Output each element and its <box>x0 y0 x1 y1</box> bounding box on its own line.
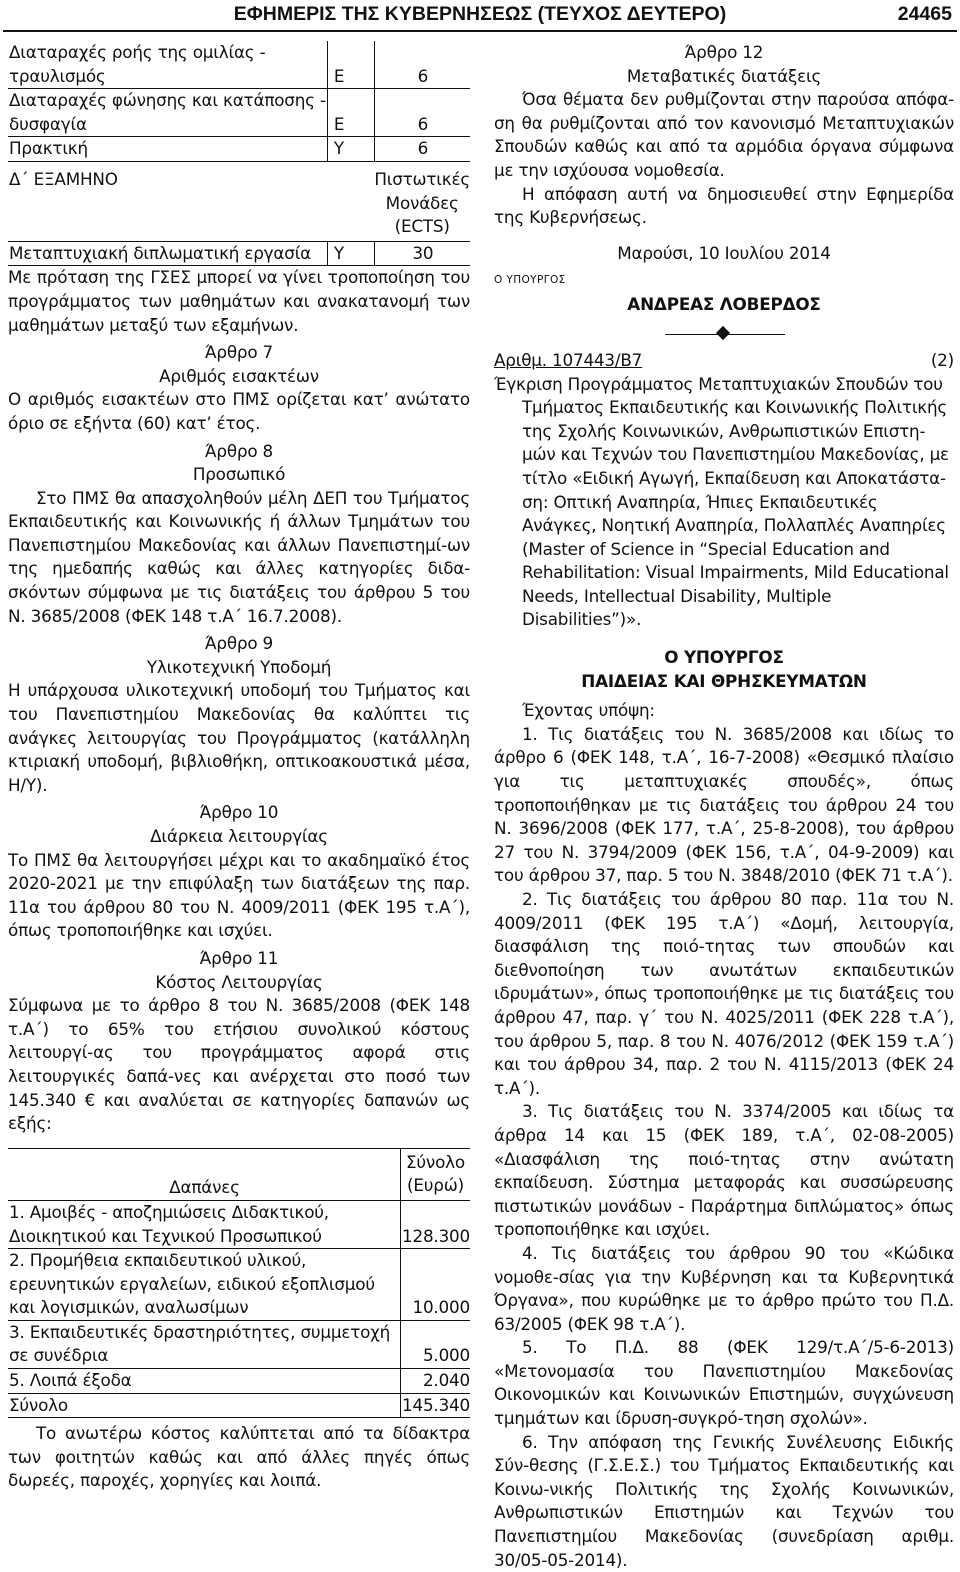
table-row <box>8 1320 470 1368</box>
expense-label: 5. Λοιπά έξοδα <box>8 1369 401 1394</box>
table-row <box>8 41 470 89</box>
course-ects: 6 <box>374 89 470 137</box>
table-row <box>8 241 470 266</box>
legal-basis-item: 4. Τις διατάξεις του άρθρου 90 του «Κώδικα νομοθε-σίας για την Κυβέρνηση και τα Κυβερνητικά Όργανα», που κυρώθηκε με το άρθρο πρώτο του Π.Δ. 63/2005 (ΦΕΚ 98 τ.Α΄). <box>494 1242 954 1334</box>
expense-amount: 5.000 <box>401 1320 471 1368</box>
article-10-subtitle: Διάρκεια λειτουργίας <box>150 826 328 846</box>
signatory-title: Ο ΥΠΟΥΡΓΟΣ <box>494 274 566 287</box>
legal-basis-item: 1. Τις διατάξεις του Ν. 3685/2008 και ιδίως το άρθρο 6 (ΦΕΚ 148, τ.Α΄, 16‑7‑2008) «Θεσμικό πλαίσιο για τις μεταπτυχιακές σπουδές», όπως τροποποιήθηκαν με τις διατάξεις του άρθρου 24 του Ν. 3696/2008 (ΦΕΚ 177, τ.Α΄, 25‑8‑2008), του άρθρου 27 του Ν. 3794/2009 (ΦΕΚ 156, τ.Α΄, 04‑9‑2009) και του άρθρου 37, παρ. 5 του Ν. 3848/2010 (ΦΕΚ 71 τ.Α΄). <box>494 723 954 886</box>
program-note: Με πρόταση της ΓΣΕΣ μπορεί να γίνει τροποποίηση του προγράμματος των μαθημάτων και ανακατανομή των μαθημάτων μεταξύ των εξαμήνων. <box>8 267 470 335</box>
having-in-view: Έχοντας υπόψη: <box>522 700 655 721</box>
legal-basis-item: 2. Τις διατάξεις του άρθρου 80 παρ. 11α του Ν. 4009/2011 (ΦΕΚ 195 τ.Α΄) «Δομή, λειτουργία, διασφάλιση της ποιό-τητας των σπουδών και διεθνοποίηση των ανωτάτων εκπαιδευτικών ιδρυμάτων», όπως τροποποιήθηκε με τις διατάξεις του άρθρου 47, παρ. γ΄ του Ν. 4025/2011 (ΦΕΚ 228 τ.Α΄), του άρθρου 5, παρ. 8 του Ν. 4076/2012 (ΦΕΚ 159 τ.Α΄) και του άρθρου 34, παρ. 2 του Ν. 4115/2013 (ΦΕΚ 24 τ.Α΄). <box>494 889 954 1098</box>
expense-label: 1. Αμοιβές ‑ αποζημιώσεις Διδακτικού, Διοικητικού και Τεχνικού Προσωπικού <box>8 1200 401 1248</box>
semester-label: Δ΄ ΕΞΑΜΗΝΟ <box>8 161 374 241</box>
course-ects: 6 <box>374 137 470 162</box>
article-7-text: Ο αριθμός εισακτέων στο ΠΜΣ ορίζεται κατ’ ανώτατο όριο σε εξήντα (60) κατ’ έτος. <box>8 389 470 433</box>
course-name: Διαταραχές φώνησης και κατάποσης ‑ δυσφαγία <box>8 89 327 137</box>
ministry-heading: ΠΑΙΔΕΙΑΣ ΚΑΙ ΘΡΗΣΚΕΥΜΑΤΩΝ <box>581 670 867 691</box>
expense-amount: 2.040 <box>401 1369 471 1394</box>
article-7-subtitle: Αριθμός εισακτέων <box>159 365 319 386</box>
article-10-title: Άρθρο 10 <box>199 802 279 823</box>
table-row <box>8 1369 470 1394</box>
expense-total-label: Σύνολο <box>8 1393 401 1418</box>
signatory-name: ΑΝΔΡΕΑΣ ΛΟΒΕΡΔΟΣ <box>627 293 821 314</box>
page-number: 24465 <box>897 3 952 25</box>
table-row <box>8 1393 470 1418</box>
total-header: Σύνολο (Ευρώ) <box>401 1148 471 1200</box>
legal-basis-item: 5. Το Π.Δ. 88 (ΦΕΚ 129/τ.Α΄/5‑6‑2013) «Μετονομασία του Πανεπιστημίου Μακεδονίας Οικονομικών και Κοινωνικών Επιστημών, συγχώνευση τμημάτων και ίδρυση‑συγκρό-τηση σχολών». <box>494 1337 954 1429</box>
decision-sequence: (2) <box>930 349 954 370</box>
table-row <box>8 89 470 137</box>
semester-header-row <box>8 161 470 241</box>
expense-label: 2. Προμήθεια εκπαιδευτικού υλικού, ερευνητικών εργαλείων, ειδικού εξοπλισμού και λογισμικών, αναλωσίμων <box>8 1249 401 1321</box>
gazette-title: ΕΦΗΜΕΡΙΣ ΤΗΣ ΚΥΒΕΡΝΗΣΕΩΣ (ΤΕΥΧΟΣ ΔΕΥΤΕΡΟ) <box>233 3 727 25</box>
course-name: Μεταπτυχιακή διπλωματική εργασία <box>8 241 327 266</box>
decision-number: Αριθμ. 107443/Β7 <box>494 349 643 370</box>
article-12-title: Άρθρο 12 <box>684 42 764 62</box>
legal-basis-item: 6. Την απόφαση της Γενικής Συνέλευσης Ειδικής Σύν-θεσης (Γ.Σ.Ε.Σ.) του Τμήματος Εκπαιδευτικής και Κοινω-νικής Πολιτικής της Σχολής Κοινωνικών, Ανθρωπιστικών Επιστημών και Τεχνών του Πανεπιστημίου Μακεδονίας (συνεδρίαση αριθμ. 30/05‑05‑2014). <box>494 1431 954 1570</box>
publication-order: Η απόφαση αυτή να δημοσιευθεί στην Εφημερίδα της Κυβερνήσεως. <box>494 183 954 228</box>
diamond-icon <box>716 325 730 339</box>
place-date: Μαρούσι, 10 Ιουλίου 2014 <box>617 242 831 263</box>
course-type: Υ <box>327 137 374 162</box>
table-row <box>8 137 470 162</box>
article-11-title: Άρθρο 11 <box>199 947 279 968</box>
article-9-title: Άρθρο 9 <box>204 633 274 654</box>
course-type: Ε <box>327 89 374 137</box>
article-12-subtitle: Μεταβατικές διατάξεις <box>626 65 822 86</box>
article-9-subtitle: Υλικοτεχνική Υποδομή <box>146 656 332 677</box>
expense-label: 3. Εκπαιδευτικές δραστηριότητες, συμμετοχή σε συνέδρια <box>8 1320 401 1368</box>
article-7-title: Άρθρο 7 <box>204 342 274 363</box>
article-8-text: Στο ΠΜΣ θα απασχοληθούν μέλη ΔΕΠ του Τμήματος Εκπαιδευτικής και Κοινωνικής ή άλλων Τμημάτων του Πανεπιστημίου Μακεδονίας και άλλων Πανεπιστημί-ων της ημεδαπής καθώς και άλλες κατηγορίες διδα-σκόντων σύμφωνα με τις διατάξεις του άρθρου 5 του Ν. 3685/2008 (ΦΕΚ 148 τ.Α΄ 16.7.2008). <box>8 487 470 626</box>
article-12-text: Όσα θέματα δεν ρυθμίζονται στην παρούσα απόφα-ση θα ρυθμίζονται από τον κανονισμό Μεταπτυχιακών Σπουδών καθώς και από τα αρμόδια όργανα σύμφωνα με την ισχύουσα νομοθεσία. <box>494 89 954 180</box>
header-rule <box>3 30 957 32</box>
minister-heading: Ο ΥΠΟΥΡΓΟΣ <box>664 647 784 668</box>
expense-total-amount: 145.340 <box>401 1393 471 1418</box>
article-11-subtitle: Κόστος Λειτουργίας <box>155 971 323 992</box>
decision-number-row <box>494 349 954 373</box>
expense-amount: 10.000 <box>401 1249 471 1321</box>
course-name: Πρακτική <box>8 137 327 162</box>
article-9-text: Η υπάρχουσα υλικοτεχνική υποδομή του Τμήματος και του Πανεπιστημίου Μακεδονίας θα καλύπτει τις ανάγκες λειτουργίας του Προγράμματος (κατάλληλη κτιριακή υποδομή, βιβλιοθήκη, οπτικοακουστικά μέσα, Η/Υ). <box>8 680 470 795</box>
table-row <box>8 1249 470 1321</box>
article-11-text: Σύμφωνα με το άρθρο 8 του Ν. 3685/2008 (ΦΕΚ 148 τ.Α΄) το 65% του ετήσιου συνολικού κόστους λειτουργί-ας του προγράμματος αφορά στις λειτουργικές δαπά-νες και ανέρχεται στο ποσό των 145.340 € και αναλύεται σε κατηγορίες δαπανών ως εξής: <box>8 995 470 1134</box>
course-type: Υ <box>327 241 374 266</box>
course-table <box>8 41 470 266</box>
page-header <box>0 0 960 30</box>
article-8-subtitle: Προσωπικό <box>192 464 286 485</box>
course-name: Διαταραχές ροής της ομιλίας ‑ τραυλισμός <box>8 41 327 89</box>
expense-amount: 128.300 <box>401 1200 471 1248</box>
decision-title: Έγκριση Προγράμματος Μεταπτυχιακών Σπουδών του Τμήματος Εκπαιδευτικής και Κοινωνικής Πολιτικής της Σχολής Κοινωνικών, Ανθρωπιστικών Επιστη-μών και Τεχνών του Πανεπιστημίου Μακεδονίας, με τίτλο «Ειδική Αγωγή, Εκπαίδευση και Αποκατάστα-ση: Οπτική Αναπηρία, Ήπιες Εκπαιδευτικές Ανάγκες, Νοητική Αναπηρία, Πολλαπλές Αναπηρίες (Master of Science in “Special Education and Rehabilitation: Visual Impairments, Mild Educational Needs, Intellectual Disability, Multiple Disabilities”)». <box>494 373 949 630</box>
course-ects: 30 <box>374 241 470 266</box>
course-type: Ε <box>327 41 374 89</box>
article-10-text: Το ΠΜΣ θα λειτουργήσει μέχρι και το ακαδημαϊκό έτος 2020‑2021 με την επιφύλαξη των διατάξεων της παρ. 11α του άρθρου 80 του Ν. 4009/2011 (ΦΕΚ 195 τ.Α΄), όπως τροποποιήθηκε και ισχύει. <box>8 849 470 941</box>
section-separator <box>494 323 954 347</box>
cost-table <box>8 1148 470 1419</box>
cost-coverage-text: Το ανωτέρω κόστος καλύπτεται από τα δίδακτρα των φοιτητών καθώς και από άλλες πηγές όπως δωρεές, παροχές, χορηγίες και λοιπά. <box>8 1423 470 1491</box>
cost-table-header <box>8 1148 470 1200</box>
article-8-title: Άρθρο 8 <box>204 440 274 461</box>
left-column <box>8 41 470 1493</box>
ects-header: Πιστωτικές Μονάδες (ECTS) <box>374 161 470 241</box>
legal-basis-item: 3. Τις διατάξεις του Ν. 3374/2005 και ιδίως τα άρθρα 14 και 15 (ΦΕΚ 189, τ.Α΄, 02‑08‑2005) «Διασφάλιση της ποιό-τητας στην ανώτατη εκπαίδευση. Σύστημα μεταφοράς και συσσώρευσης πιστωτικών μονάδων ‑ Παράρτημα διπλώματος» όπως τροποποιήθηκε και ισχύει. <box>494 1101 954 1240</box>
right-column <box>494 41 954 1572</box>
course-ects: 6 <box>374 41 470 89</box>
expense-header: Δαπάνες <box>8 1148 401 1200</box>
table-row <box>8 1200 470 1248</box>
